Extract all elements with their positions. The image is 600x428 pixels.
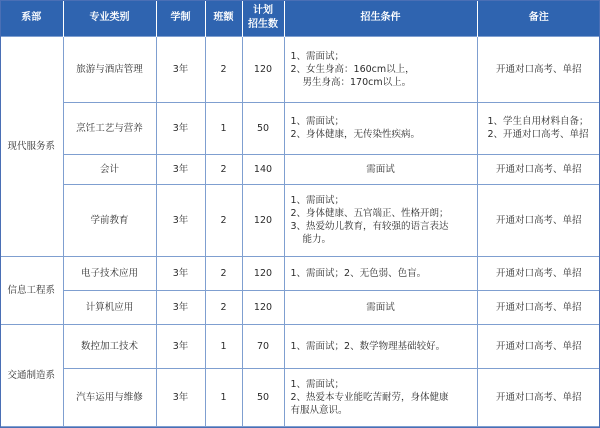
condition-line: 1、需面试； [290, 378, 345, 390]
remarks-cell: 开通对口高考、单招 [477, 184, 600, 256]
header-remarks: 备注 [477, 0, 600, 36]
major-cell: 数控加工技术 [63, 324, 156, 368]
plan-cell: 120 [242, 256, 284, 290]
classes-cell: 2 [205, 36, 242, 102]
plan-cell: 140 [242, 154, 284, 184]
years-cell: 3年 [156, 290, 205, 324]
condition-line: 男生身高：170cm以上。 [302, 76, 412, 88]
conditions-cell: 需面试 [284, 290, 477, 324]
major-cell: 汽车运用与维修 [63, 368, 156, 426]
conditions-cell: 需面试 [284, 154, 477, 184]
plan-cell: 70 [242, 324, 284, 368]
major-cell: 电子技术应用 [63, 256, 156, 290]
plan-cell: 50 [242, 102, 284, 154]
dept-cell: 信息工程系 [0, 256, 63, 324]
header-classes: 班额 [205, 0, 242, 36]
classes-cell: 2 [205, 256, 242, 290]
condition-line: 2、身体健康，无传染性疾病。 [290, 129, 421, 140]
years-cell: 3年 [156, 256, 205, 290]
major-cell: 旅游与酒店管理 [63, 36, 156, 102]
remarks-cell: 开通对口高考、单招 [477, 256, 600, 290]
major-cell: 烹饪工艺与营养 [63, 102, 156, 154]
years-cell: 3年 [156, 368, 205, 426]
remarks-cell: 开通对口高考、单招 [477, 290, 600, 324]
classes-cell: 1 [205, 324, 242, 368]
header-plan-line1: 计划 [253, 4, 273, 16]
major-cell: 学前教育 [63, 184, 156, 256]
years-cell: 3年 [156, 184, 205, 256]
classes-cell: 2 [205, 184, 242, 256]
remark-line: 1、学生自用材料自备； [487, 116, 589, 127]
classes-cell: 1 [205, 102, 242, 154]
remarks-cell: 开通对口高考、单招 [477, 368, 600, 426]
plan-cell: 120 [242, 290, 284, 324]
condition-line: 有服从意识。 [290, 404, 348, 416]
major-cell: 会计 [63, 154, 156, 184]
dept-cell: 现代服务系 [0, 36, 63, 256]
plan-cell: 50 [242, 368, 284, 426]
header-years: 学制 [156, 0, 205, 36]
major-cell: 计算机应用 [63, 290, 156, 324]
classes-cell: 2 [205, 290, 242, 324]
conditions-cell: 1、需面试；2、无色弱、色盲。 [284, 256, 477, 290]
condition-line: 1、需面试； [290, 195, 345, 206]
condition-line: 2、身体健康、五官端正、性格开朗； [290, 208, 449, 219]
conditions-cell: 1、需面试；2、数学物理基础较好。 [284, 324, 477, 368]
header-plan-line2: 招生数 [248, 18, 278, 30]
classes-cell: 2 [205, 154, 242, 184]
remark-line: 2、开通对口高考、单招 [487, 129, 589, 140]
condition-line: 1、需面试； [290, 116, 345, 127]
remarks-cell: 开通对口高考、单招 [477, 36, 600, 102]
header-conditions: 招生条件 [284, 0, 477, 36]
header-major: 专业类别 [63, 0, 156, 36]
condition-line: 2、热爱本专业能吃苦耐劳，身体健康 [290, 391, 449, 403]
years-cell: 3年 [156, 324, 205, 368]
remarks-cell: 开通对口高考、单招 [477, 324, 600, 368]
years-cell: 3年 [156, 36, 205, 102]
years-cell: 3年 [156, 154, 205, 184]
plan-cell: 120 [242, 36, 284, 102]
condition-line: 1、需面试； [290, 50, 345, 62]
dept-cell: 交通制造系 [0, 324, 63, 426]
condition-line: 2、女生身高：160cm以上， [290, 63, 415, 75]
condition-line: 能力。 [302, 234, 332, 245]
years-cell: 3年 [156, 102, 205, 154]
plan-cell: 120 [242, 184, 284, 256]
classes-cell: 1 [205, 368, 242, 426]
remarks-cell: 开通对口高考、单招 [477, 154, 600, 184]
condition-line: 3、热爱幼儿教育，有较强的语言表达 [290, 221, 449, 232]
header-dept: 系部 [0, 0, 63, 36]
